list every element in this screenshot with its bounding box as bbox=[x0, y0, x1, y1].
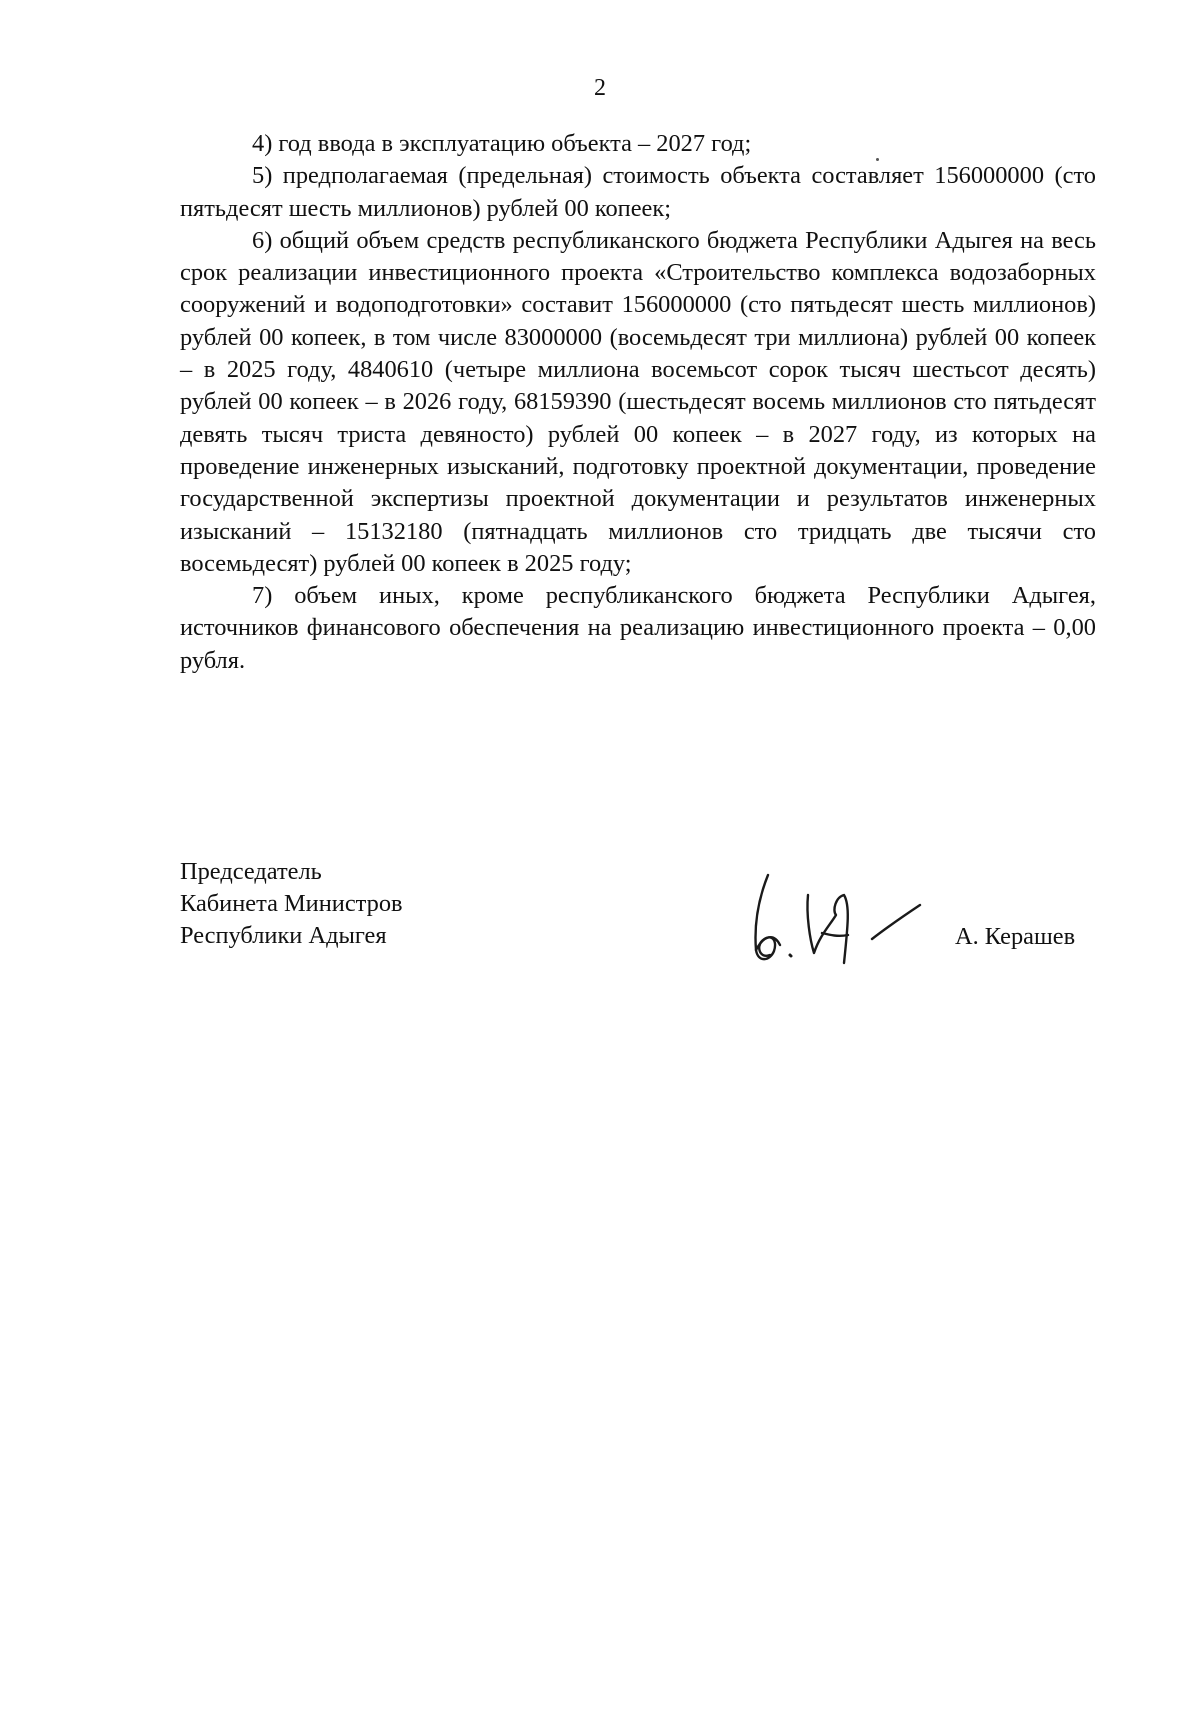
paragraph-item-4: 4) год ввода в эксплуатацию объекта – 2027 год; bbox=[252, 130, 752, 157]
paragraph-item-7: 7) объем иных, кроме республиканского бюджета Республики Адыгея, источников финансового обеспечения на реализацию инвестиционного проекта – 0,00 рубля. bbox=[180, 582, 1096, 674]
signatory-name: А. Керашев bbox=[955, 923, 1076, 950]
paragraph-item-5: 5) предполагаемая (предельная) стоимость объекта составляет 156000000 (сто пятьдесят шесть миллионов) рублей 00 копеек; bbox=[180, 162, 1096, 222]
handwritten-signature bbox=[740, 855, 940, 970]
scan-speck bbox=[876, 158, 879, 161]
paragraph-item-6: 6) общий объем средств республиканского бюджета Республики Адыгея на весь срок реализации инвестиционного проекта «Строительство комплекса водозаборных сооружений и водоподготовки» составит 156000000 (сто пятьдесят шесть миллионов) рублей 00 копеек, в том числе 83000000 (восемьдесят три миллиона) рублей 00 копеек – в 2025 году, 4840610 (четыре миллиона восемьсот сорок тысяч шестьсот десять) рублей 00 копеек – в 2026 году, 68159390 (шестьдесят восемь миллионов сто пятьдесят девять тысяч триста девяносто) рублей 00 копеек – в 2027 году, из которых на проведение инженерных изысканий, подготовку проектной документации, проведение государственной экспертизы проектной документации и результатов инженерных изысканий – 15132180 (пятнадцать миллионов сто тридцать две тысячи сто восемьдесят) рублей 00 копеек в 2025 году; bbox=[180, 226, 1096, 577]
signatory-title bbox=[180, 856, 403, 952]
document-body bbox=[180, 128, 1096, 677]
signatory-title-line: Республики Адыгея bbox=[180, 922, 387, 949]
page-number: 2 bbox=[594, 75, 606, 101]
signatory-title-line: Председатель bbox=[180, 858, 322, 885]
signatory-title-line: Кабинета Министров bbox=[180, 890, 403, 917]
